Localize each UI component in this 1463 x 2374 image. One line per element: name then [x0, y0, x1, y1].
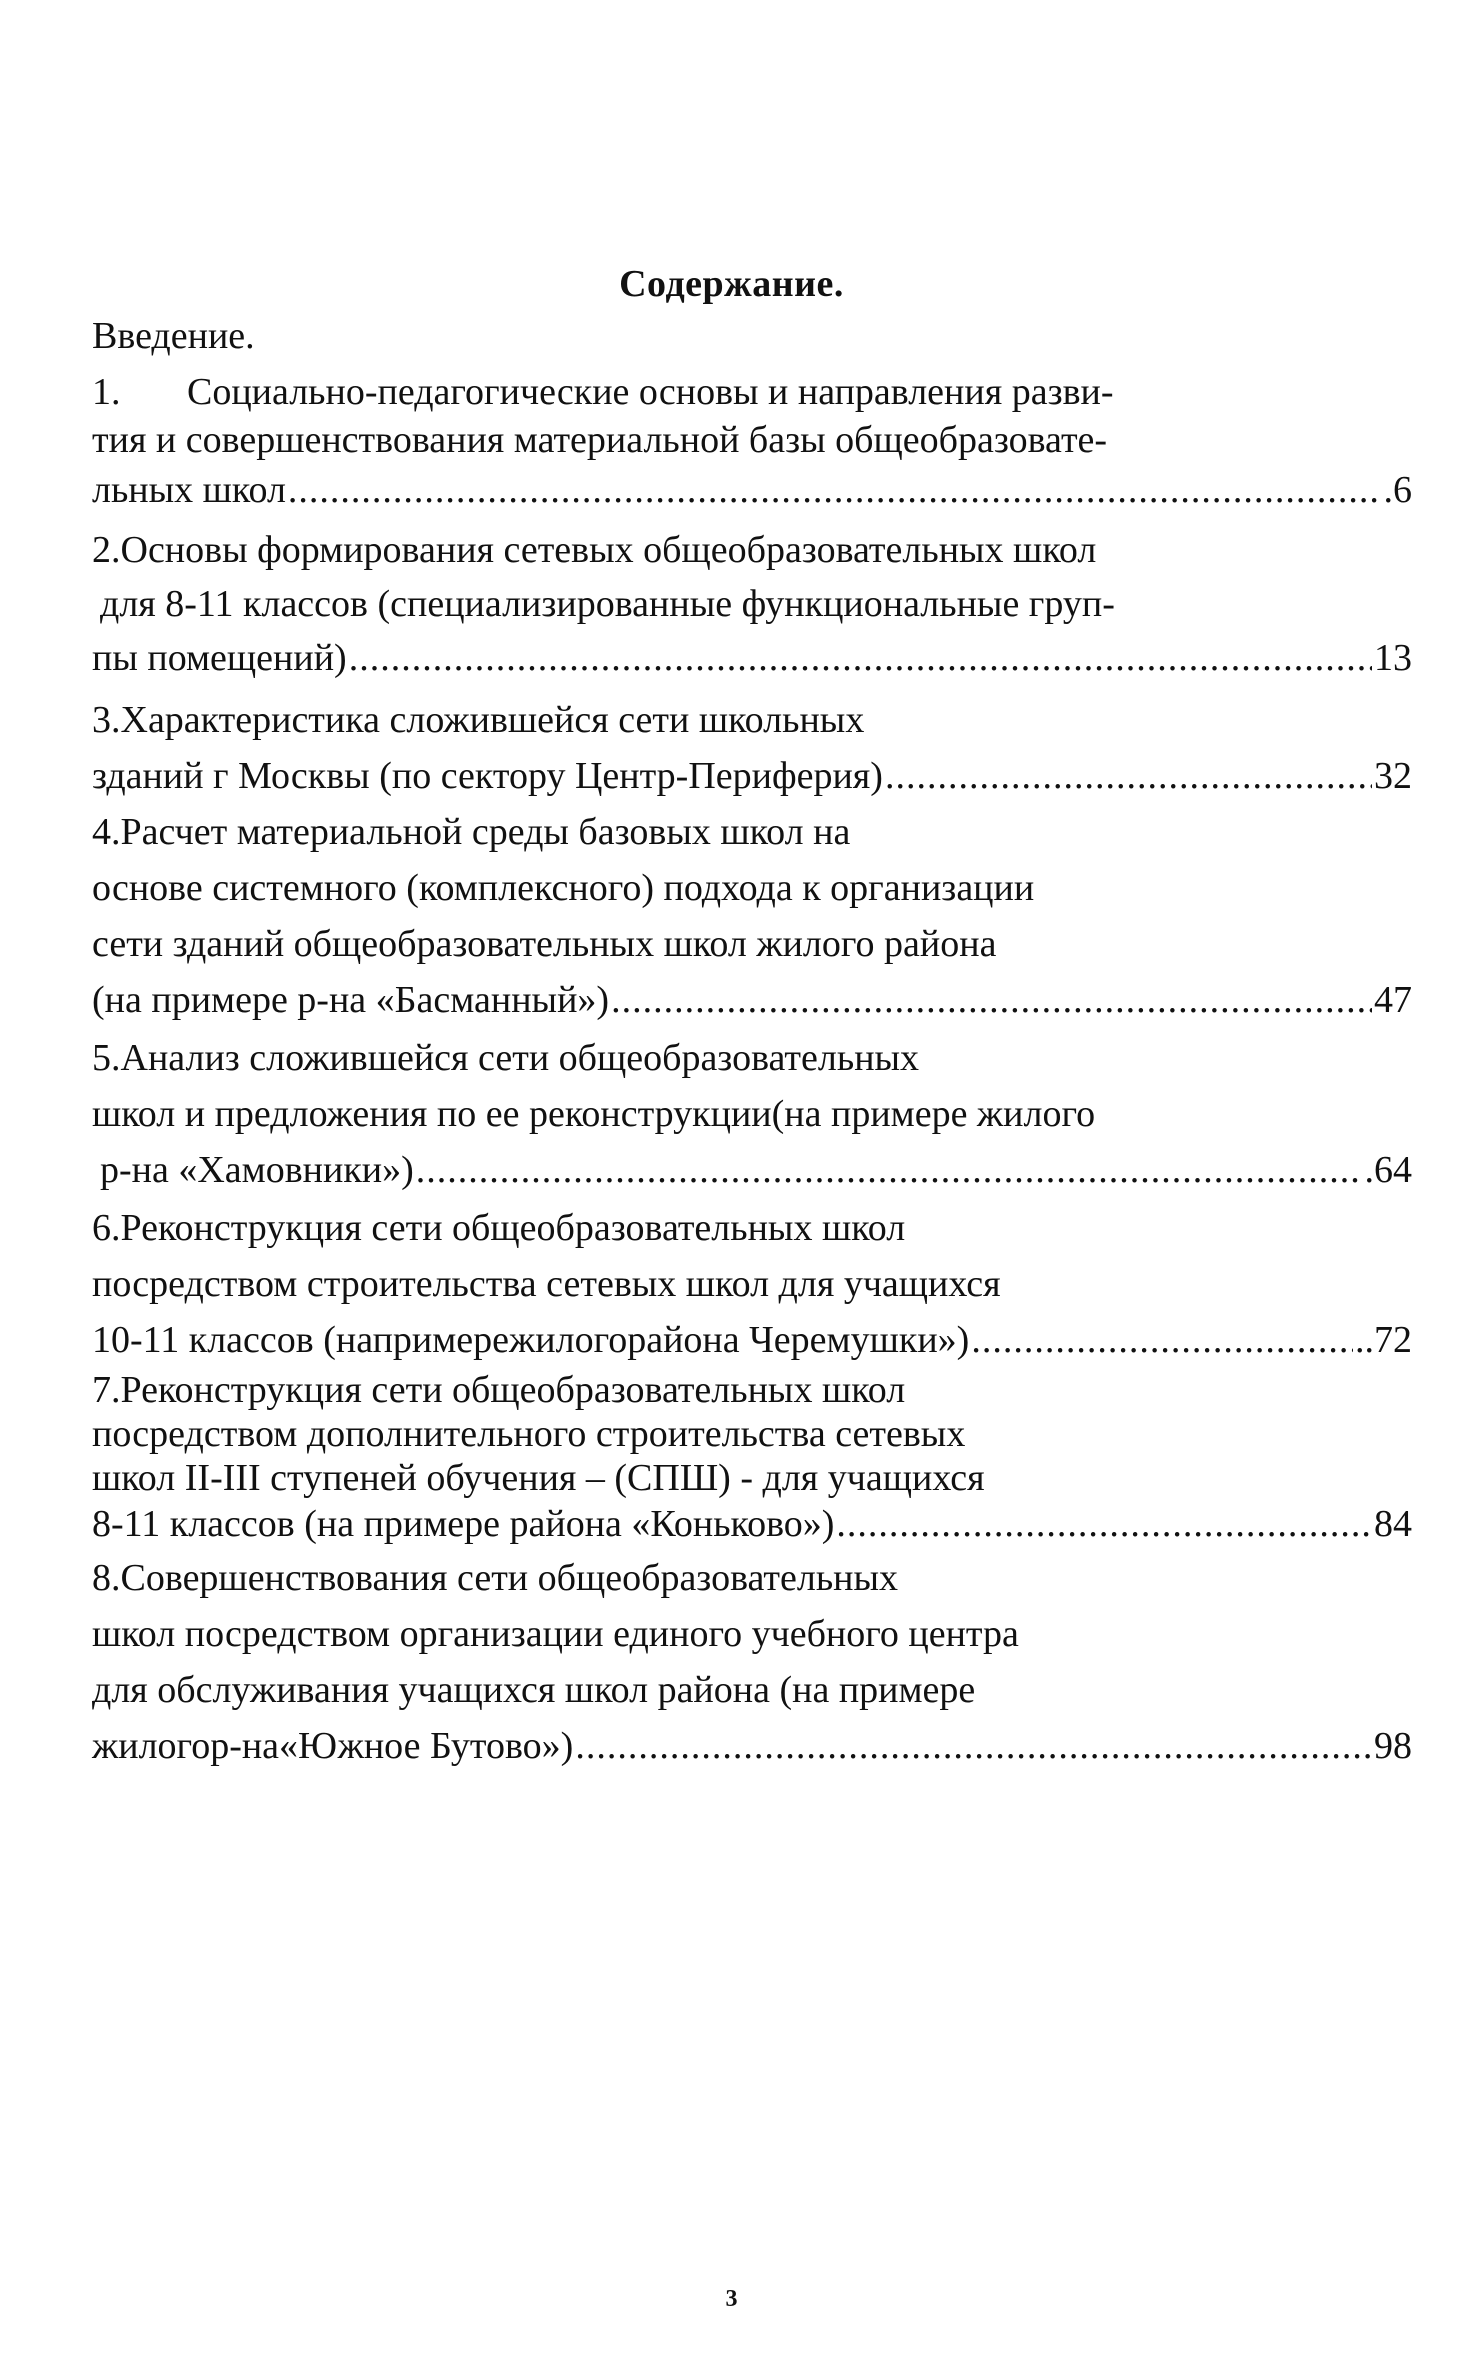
toc-entry-2-line-1: 2.Основы формирования сетевых общеобразовательных школ — [92, 529, 1097, 571]
toc-page-number: .6 — [1383, 469, 1412, 511]
toc-entry-text: (на примере р-на «Басманный») — [92, 979, 610, 1021]
toc-entry-7-line-3: школ II-III ступеней обучения – (СПШ) - для учащихся — [92, 1457, 985, 1499]
toc-entry-8-line-1: 8.Совершенствования сети общеобразовательных — [92, 1557, 899, 1599]
dot-leader — [971, 1318, 1353, 1362]
toc-entry-text: льных школ — [92, 469, 286, 511]
toc-entry-5-line-2: школ и предложения по ее реконструкции(на примере жилого — [92, 1093, 1096, 1135]
toc-entry-3-line-1: 3.Характеристика сложившейся сети школьных — [92, 699, 865, 741]
toc-entry-text: жилогор-на«Южное Бутово») — [92, 1725, 574, 1767]
toc-entry-text: пы помещений) — [92, 637, 347, 679]
toc-entry-8-line-2: школ посредством организации единого учебного центра — [92, 1613, 1019, 1655]
toc-entry-7-line-1: 7.Реконструкция сети общеобразовательных школ — [92, 1369, 906, 1411]
dot-leader — [416, 1148, 1363, 1192]
toc-entry-text: р-на «Хамовники») — [100, 1149, 414, 1191]
toc-entry-2-line-3 — [92, 636, 1412, 680]
dot-leader — [288, 468, 1382, 512]
toc-entry-3-line-2 — [92, 754, 1412, 798]
toc-entry-5-line-3 — [92, 1148, 1412, 1192]
toc-entry-1-line-1 — [92, 370, 1412, 414]
dot-leader — [611, 978, 1372, 1022]
toc-entry-5-line-1: 5.Анализ сложившейся сети общеобразовательных — [92, 1037, 920, 1079]
toc-page-number: 47 — [1374, 979, 1412, 1021]
page-title: Содержание. — [619, 263, 844, 305]
toc-page-number: 32 — [1374, 755, 1412, 797]
toc-entry-7-line-4 — [92, 1502, 1412, 1546]
toc-entry-6-line-1: 6.Реконструкция сети общеобразовательных школ — [92, 1207, 906, 1249]
toc-entry-2-line-2: для 8-11 классов (специализированные функциональные груп- — [100, 583, 1115, 625]
toc-entry-8-line-4 — [92, 1724, 1412, 1768]
toc-entry-4-line-1: 4.Расчет материальной среды базовых школ на — [92, 811, 851, 853]
toc-page-number: .64 — [1364, 1149, 1412, 1191]
toc-entry-6-line-3 — [92, 1318, 1412, 1362]
toc-entry-8-line-3: для обслуживания учащихся школ района (на примере — [92, 1669, 976, 1711]
toc-entry-1-line-3 — [92, 468, 1412, 512]
dot-leader — [575, 1724, 1372, 1768]
toc-entry-1-number: 1. — [92, 371, 121, 413]
page-number: 3 — [725, 2286, 738, 2312]
toc-entry-text: зданий г Москвы (по сектору Центр-Периферия) — [92, 755, 883, 797]
dot-leader — [885, 754, 1372, 798]
toc-entry-7-line-2: посредством дополнительного строительства сетевых — [92, 1413, 966, 1455]
toc-page-number: ..72 — [1355, 1319, 1412, 1361]
toc-page-number: 84 — [1374, 1503, 1412, 1545]
intro-line: Введение. — [92, 315, 255, 357]
toc-page-number: 98 — [1374, 1725, 1412, 1767]
toc-entry-1-text: Социально-педагогические основы и направления разви- — [187, 371, 1114, 413]
toc-page-number: 13 — [1374, 637, 1412, 679]
toc-entry-6-line-2: посредством строительства сетевых школ для учащихся — [92, 1263, 1001, 1305]
toc-entry-4-line-4 — [92, 978, 1412, 1022]
dot-leader — [349, 636, 1372, 680]
dot-leader — [836, 1502, 1372, 1546]
toc-entry-text: 8-11 классов (на примере района «Коньково») — [92, 1503, 835, 1545]
toc-entry-1-line-2: тия и совершенствования материальной базы общеобразовате- — [92, 419, 1108, 461]
toc-entry-4-line-3: сети зданий общеобразовательных школ жилого района — [92, 923, 997, 965]
toc-entry-text: 10-11 классов (напримережилогорайона Черемушки») — [92, 1319, 970, 1361]
toc-entry-4-line-2: основе системного (комплексного) подхода к организации — [92, 867, 1035, 909]
